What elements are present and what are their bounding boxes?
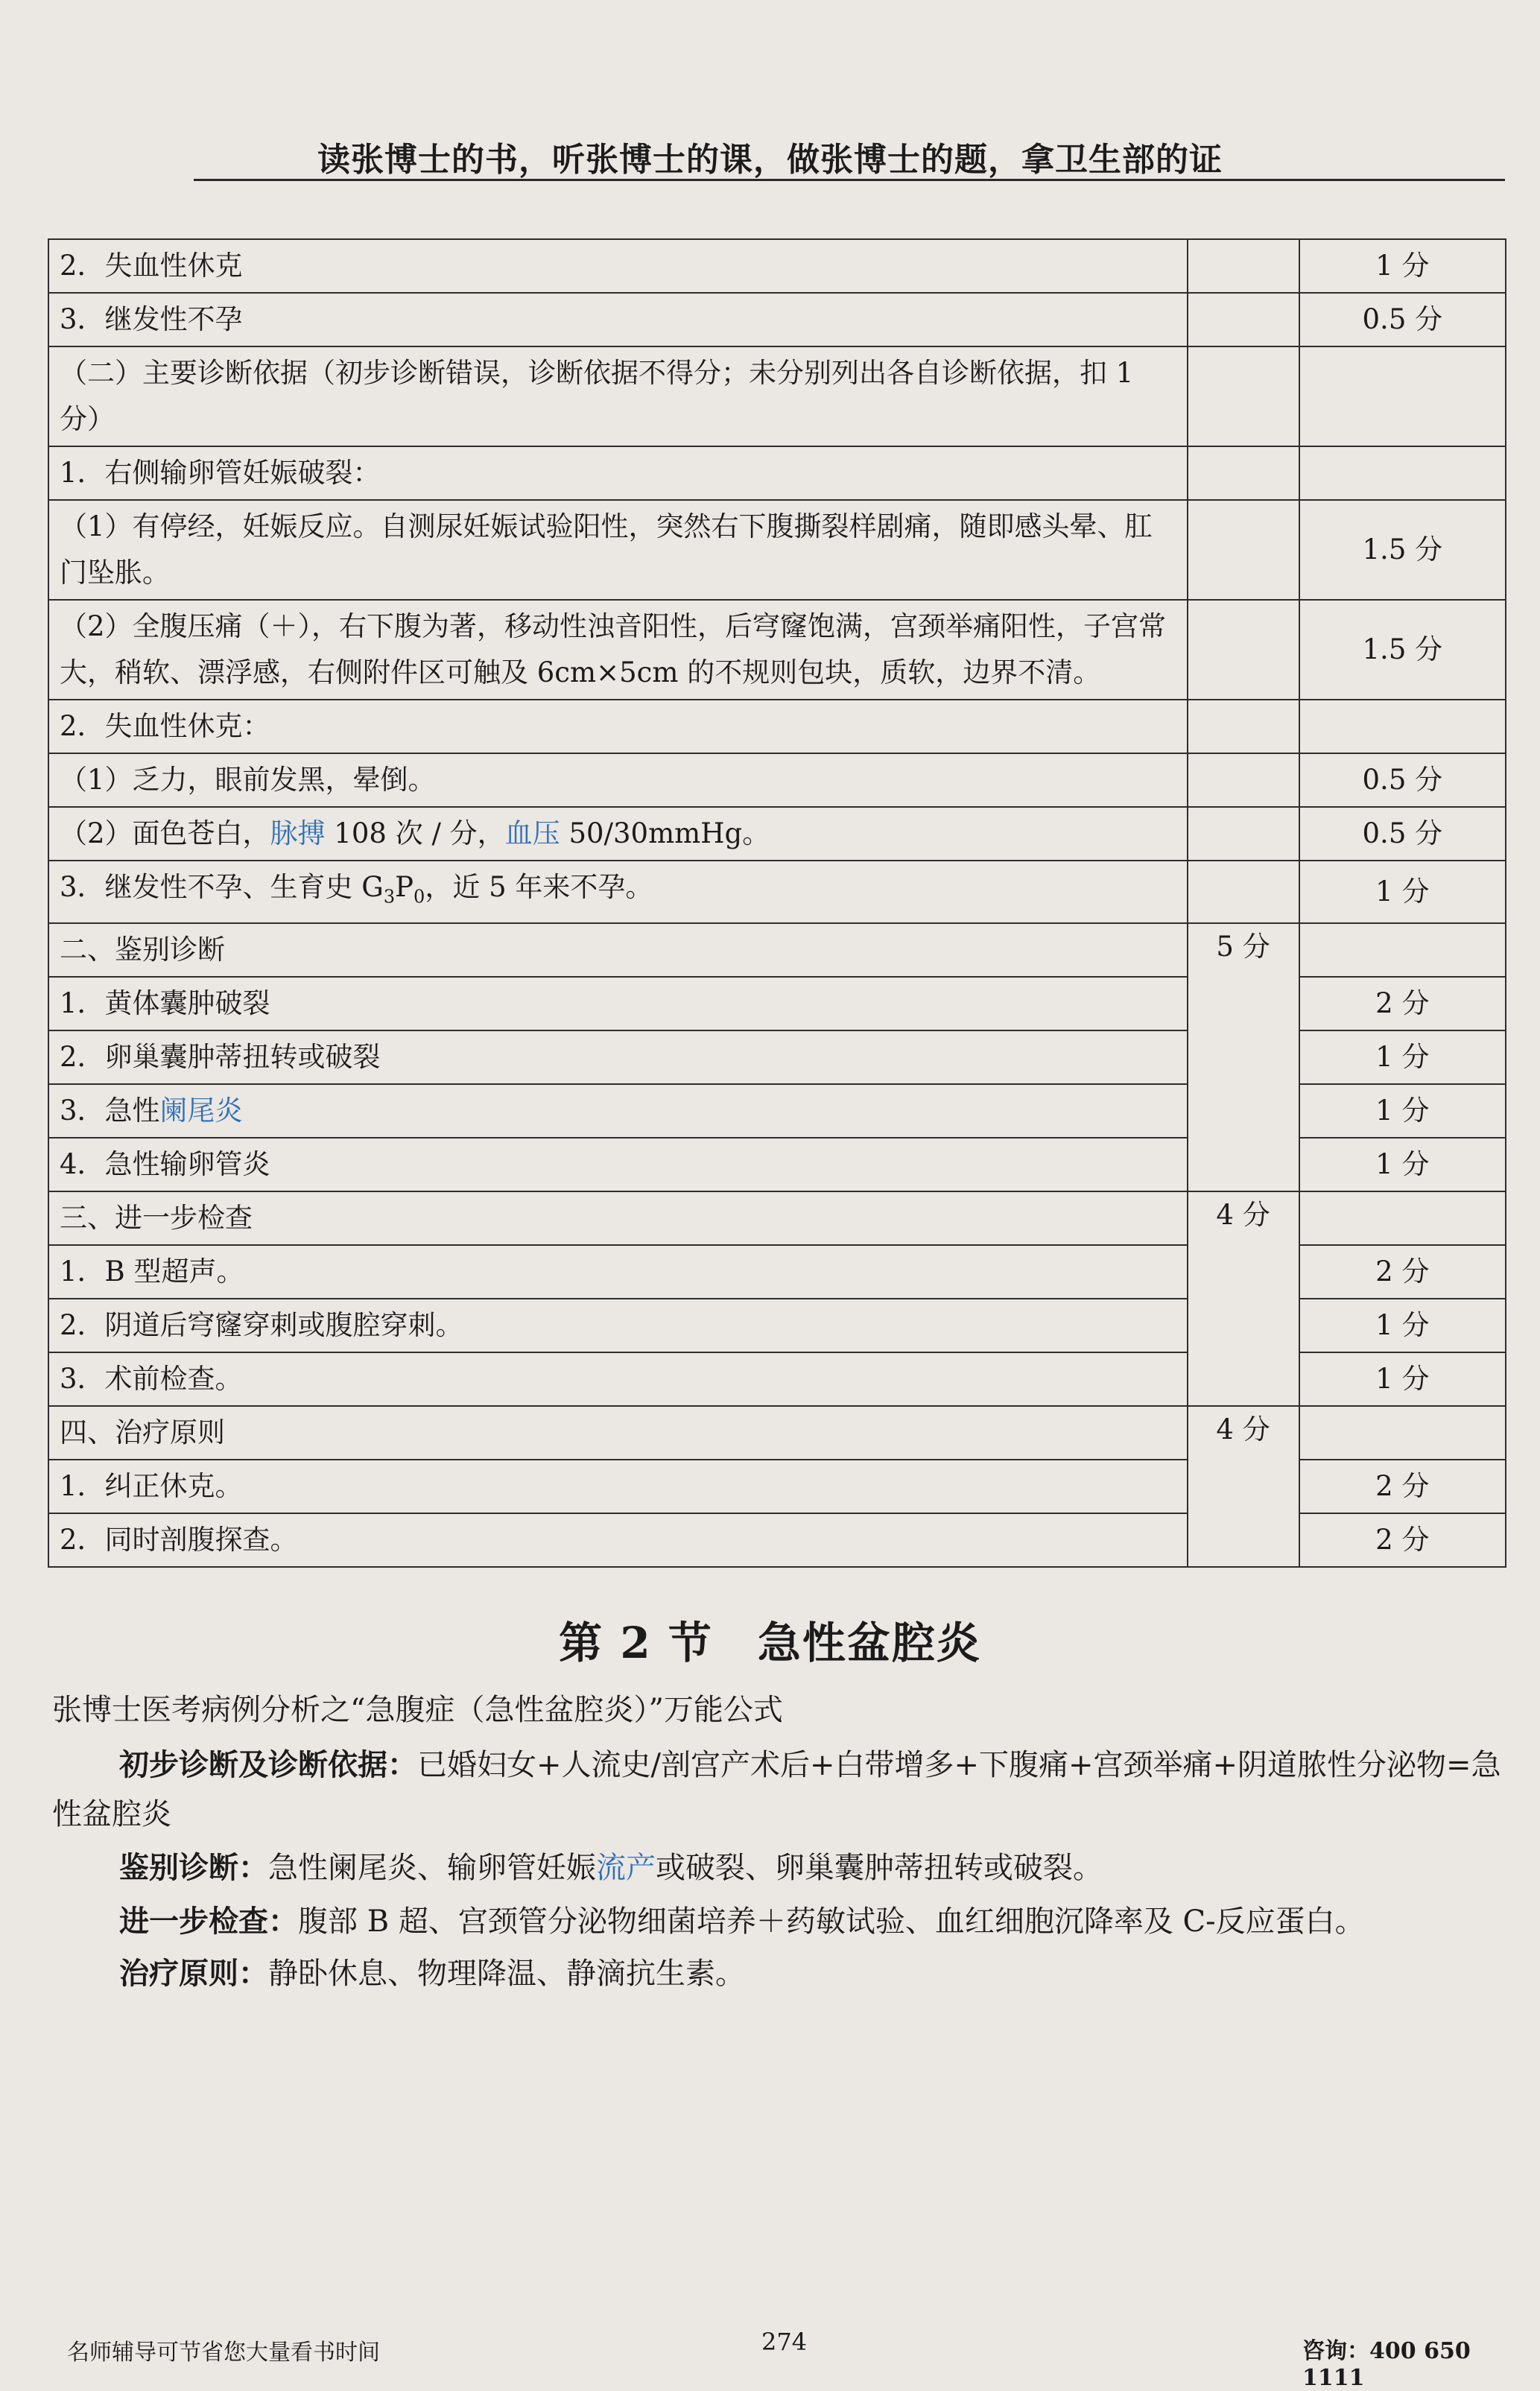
row-text: （二）主要诊断依据（初步诊断错误，诊断依据不得分；未分别列出各自诊断依据，扣 1 分） xyxy=(48,346,1188,446)
table-row xyxy=(48,753,1506,807)
differential-label: 鉴别诊断： xyxy=(119,1850,268,1885)
item-score: 1 分 xyxy=(1299,1138,1506,1191)
appendicitis-pre: 3．急性 xyxy=(60,1095,160,1127)
diagnosis-paragraph xyxy=(52,1741,1509,1839)
item-score: 0.5 分 xyxy=(1299,807,1506,861)
section-score xyxy=(1188,861,1299,923)
differential-paragraph xyxy=(52,1843,1509,1893)
row-text xyxy=(48,807,1188,861)
differential-text-pre: 急性阑尾炎、输卵管妊娠 xyxy=(268,1851,596,1885)
item-score: 1 分 xyxy=(1299,1352,1506,1406)
section-score: 4 分 xyxy=(1188,1406,1299,1567)
table-row xyxy=(48,923,1506,977)
treatment-paragraph xyxy=(52,1949,1509,1998)
item-score xyxy=(1299,346,1506,446)
section-score xyxy=(1188,239,1299,293)
item-score: 2 分 xyxy=(1299,1513,1506,1567)
section-score xyxy=(1188,346,1299,446)
row-text: 2．同时剖腹探查。 xyxy=(48,1513,1188,1567)
row-text: 3．继发性不孕 xyxy=(48,293,1188,346)
treatment-text: 静卧休息、物理降温、静滴抗生素。 xyxy=(268,1957,745,1991)
formula-title: 张博士医考病例分析之“急腹症（急性盆腔炎）”万能公式 xyxy=(52,1693,783,1727)
table-row xyxy=(48,807,1506,861)
row-text: 2．失血性休克： xyxy=(48,700,1188,753)
item-score: 1 分 xyxy=(1299,239,1506,293)
differential-text-post: 或破裂、卵巢囊肿蒂扭转或破裂。 xyxy=(656,1851,1103,1885)
item-score xyxy=(1299,700,1506,753)
item-score: 1 分 xyxy=(1299,861,1506,923)
pulse-link[interactable]: 脉搏 xyxy=(270,817,326,849)
item-score: 2 分 xyxy=(1299,1460,1506,1513)
item-score: 0.5 分 xyxy=(1299,753,1506,807)
table-row xyxy=(48,1406,1506,1460)
item-score: 0.5 分 xyxy=(1299,293,1506,346)
row-text: 3．继发性不孕、生育史 $G_3P_0$，近 5 年来不孕。 xyxy=(48,861,1188,923)
item-score xyxy=(1299,923,1506,977)
footer-contact: 咨询：400 650 1111 xyxy=(1302,2338,1471,2391)
item-score: 1.5 分 xyxy=(1299,600,1506,700)
exam-paragraph xyxy=(52,1897,1509,1946)
section-score xyxy=(1188,753,1299,807)
section-title: 第 2 节 急性盆腔炎 xyxy=(559,1618,981,1668)
item-score xyxy=(1299,1191,1506,1245)
table-row xyxy=(48,346,1506,446)
section-score xyxy=(1188,807,1299,861)
blood-pressure-link[interactable]: 血压 xyxy=(504,817,560,849)
page-number: 274 xyxy=(761,2328,808,2356)
row-text: 三、进一步检查 xyxy=(48,1191,1188,1245)
row-text: （1）乏力，眼前发黑，晕倒。 xyxy=(48,753,1188,807)
table-row xyxy=(48,861,1506,923)
row-text: 四、治疗原则 xyxy=(48,1406,1188,1460)
item-score xyxy=(1299,1406,1506,1460)
scoring-table xyxy=(48,238,1506,1568)
footer-slogan: 名师辅导可节省您大量看书时间 xyxy=(67,2340,380,2366)
section-score xyxy=(1188,500,1299,600)
row-text xyxy=(48,1084,1188,1138)
row-text: 2．阴道后穹窿穿刺或腹腔穿刺。 xyxy=(48,1299,1188,1352)
appendicitis-link[interactable]: 阑尾炎 xyxy=(159,1095,243,1127)
row-text: 3．术前检查。 xyxy=(48,1352,1188,1406)
diagnosis-text: 已婚妇女+人流史/剖宫产术后+白带增多+下腹痛+宫颈举痛+阴道脓性分泌物=急性盆腔炎 xyxy=(52,1748,1501,1831)
row-text: 1．纠正休克。 xyxy=(48,1460,1188,1513)
exam-label: 进一步检查： xyxy=(119,1904,298,1939)
table-row xyxy=(48,1191,1506,1245)
header-divider xyxy=(194,179,1505,181)
shock-text-pre: （2）面色苍白， xyxy=(60,817,270,849)
item-score: 2 分 xyxy=(1299,1245,1506,1299)
shock-text-post: 50/30mmHg。 xyxy=(560,817,770,849)
row-text: 2．卵巢囊肿蒂扭转或破裂 xyxy=(48,1030,1188,1084)
section-score xyxy=(1188,700,1299,753)
item-score: 1 分 xyxy=(1299,1299,1506,1352)
exam-text: 腹部 B 超、宫颈管分泌物细菌培养＋药敏试验、血红细胞沉降率及 C-反应蛋白。 xyxy=(298,1904,1365,1939)
item-score: 1 分 xyxy=(1299,1084,1506,1138)
section-score xyxy=(1188,446,1299,500)
running-header: 读张博士的书，听张博士的课，做张博士的题，拿卫生部的证 xyxy=(317,141,1223,179)
section-score: 4 分 xyxy=(1188,1191,1299,1406)
shock-text-mid: 108 次 / 分， xyxy=(325,817,505,849)
item-score: 2 分 xyxy=(1299,977,1506,1030)
table-row xyxy=(48,700,1506,753)
abortion-link[interactable]: 流产 xyxy=(596,1851,656,1885)
row-text: （2）全腹压痛（＋），右下腹为著，移动性浊音阳性，后穹窿饱满，宫颈举痛阳性，子宫常大，稍软、漂浮感，右侧附件区可触及 6cm×5cm 的不规则包块，质软，边界不清。 xyxy=(48,600,1188,700)
item-score xyxy=(1299,446,1506,500)
section-score xyxy=(1188,600,1299,700)
row-text: （1）有停经，妊娠反应。自测尿妊娠试验阳性，突然右下腹撕裂样剧痛，随即感头晕、肛门坠胀。 xyxy=(48,500,1188,600)
row-text: 二、鉴别诊断 xyxy=(48,923,1188,977)
table-row xyxy=(48,500,1506,600)
section-score: 5 分 xyxy=(1188,923,1299,1191)
row-text: 2．失血性休克 xyxy=(48,239,1188,293)
row-text: 4．急性输卵管炎 xyxy=(48,1138,1188,1191)
row-text: 1．黄体囊肿破裂 xyxy=(48,977,1188,1030)
table-row xyxy=(48,293,1506,346)
table-row xyxy=(48,239,1506,293)
row-text: 1．右侧输卵管妊娠破裂： xyxy=(48,446,1188,500)
diagnosis-label: 初步诊断及诊断依据： xyxy=(119,1747,417,1782)
item-score: 1.5 分 xyxy=(1299,500,1506,600)
table-row xyxy=(48,446,1506,500)
table-row xyxy=(48,600,1506,700)
treatment-label: 治疗原则： xyxy=(119,1956,268,1991)
item-score: 1 分 xyxy=(1299,1030,1506,1084)
row-text: 1．B 型超声。 xyxy=(48,1245,1188,1299)
section-score xyxy=(1188,293,1299,346)
